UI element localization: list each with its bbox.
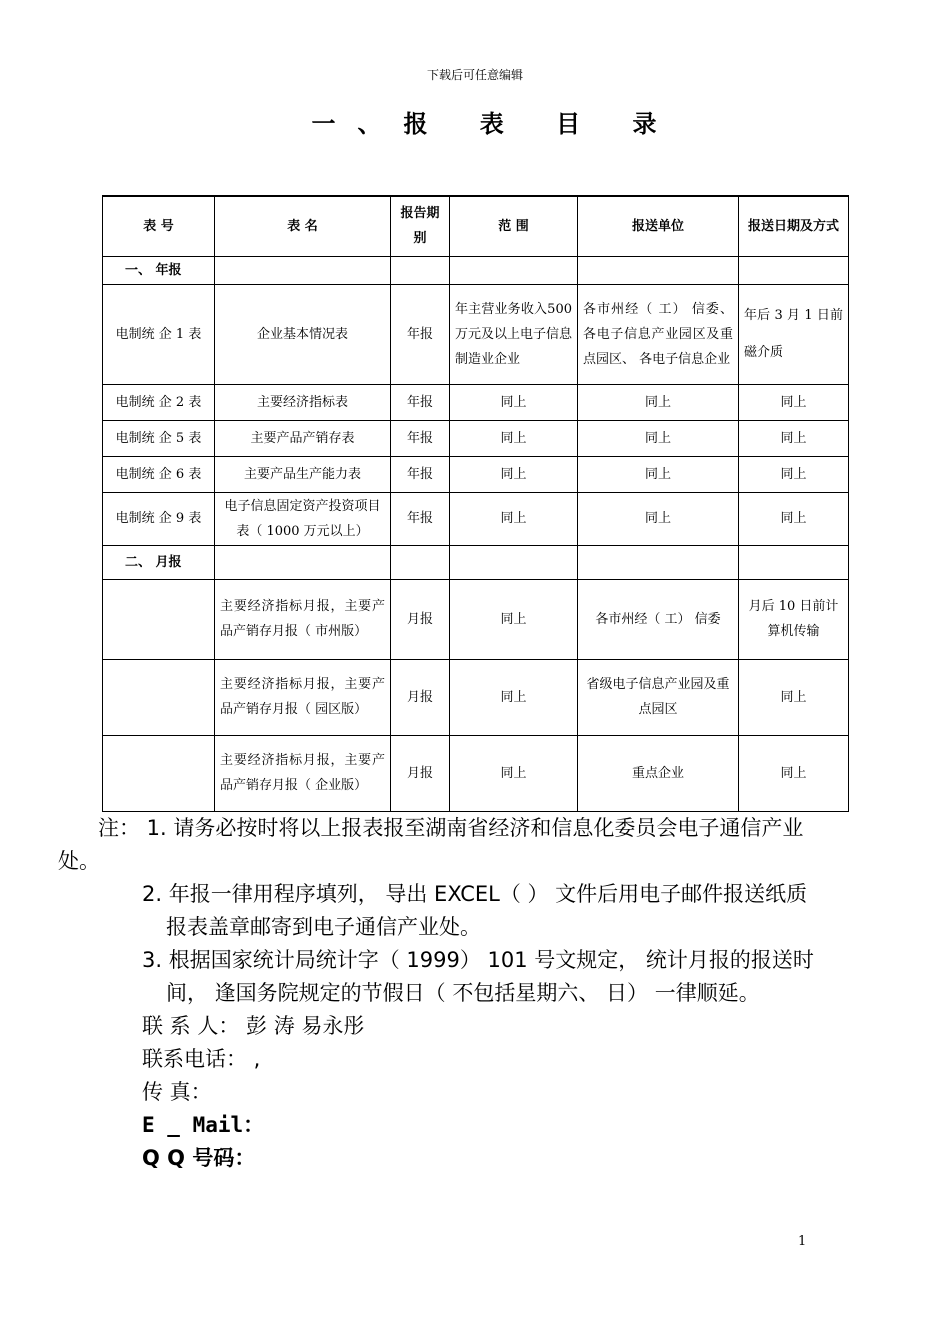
cell-no <box>103 579 215 659</box>
cell-no: 电制统 企 1 表 <box>103 284 215 384</box>
section-row-annual <box>103 256 849 284</box>
note-3: 3. 根据国家统计局统计字（ 1999） 101 号文规定， 统计月报的报送时间， 逢国务院规定的节假日（ 不包括星期六、 日） 一律顺延。 <box>142 948 814 1005</box>
cell-scope: 同上 <box>450 420 578 456</box>
cell-period: 年报 <box>391 492 450 545</box>
cell-period: 年报 <box>391 284 450 384</box>
table-row <box>103 492 849 545</box>
table-row <box>103 384 849 420</box>
cell-no: 电制统 企 2 表 <box>103 384 215 420</box>
cell-name: 主要经济指标月报，主要产品产销存月报（ 园区版） <box>215 659 391 735</box>
cell-date: 同上 <box>739 420 849 456</box>
table-row <box>103 420 849 456</box>
cell-name: 电子信息固定资产投资项目表（ 1000 万元以上） <box>215 492 391 545</box>
header-period: 报告期别 <box>391 196 450 256</box>
cell-period: 年报 <box>391 456 450 492</box>
table-row <box>103 579 849 659</box>
contact-phone: 联系电话： , <box>142 1047 261 1071</box>
section-label-monthly: 二、 月报 <box>103 545 215 579</box>
cell-period: 年报 <box>391 384 450 420</box>
cell-no: 电制统 企 9 表 <box>103 492 215 545</box>
cell-date: 同上 <box>739 492 849 545</box>
note-1: 注： 1. 请务必按时将以上报表报至湖南省经济和信息化委员会电子通信产业处。 <box>58 816 804 873</box>
cell-scope: 同上 <box>450 735 578 811</box>
header-note: 下载后可任意编辑 <box>426 68 523 82</box>
table-row <box>103 456 849 492</box>
cell-unit: 重点企业 <box>578 735 739 811</box>
cell-no <box>103 659 215 735</box>
page-title: 一、报 表 目 录 <box>311 110 679 138</box>
section-label-annual: 一、 年报 <box>103 256 215 284</box>
cell-unit: 同上 <box>578 456 739 492</box>
cell-name: 企业基本情况表 <box>215 284 391 384</box>
table-row <box>103 284 849 384</box>
contact-fax: 传 真： <box>142 1080 212 1104</box>
cell-scope: 同上 <box>450 659 578 735</box>
cell-unit: 同上 <box>578 492 739 545</box>
cell-name: 主要经济指标表 <box>215 384 391 420</box>
header-no: 表 号 <box>103 196 215 256</box>
header-unit: 报送单位 <box>578 196 739 256</box>
cell-unit: 各市州经（ 工） 信委、 各电子信息产业园区及重点园区、 各电子信息企业 <box>578 284 739 384</box>
contact-email: E _ Mail： <box>142 1113 265 1137</box>
table-row <box>103 735 849 811</box>
contact-person: 联 系 人： 彭 涛 易永彤 <box>142 1014 365 1038</box>
table-row <box>103 659 849 735</box>
header-date: 报送日期及方式 <box>739 196 849 256</box>
cell-scope: 同上 <box>450 579 578 659</box>
cell-period: 月报 <box>391 735 450 811</box>
cell-date: 同上 <box>739 735 849 811</box>
cell-scope: 同上 <box>450 492 578 545</box>
cell-unit: 各市州经（ 工） 信委 <box>578 579 739 659</box>
cell-unit: 同上 <box>578 384 739 420</box>
cell-unit: 同上 <box>578 420 739 456</box>
note-2: 2. 年报一律用程序填列， 导出 EXCEL（ ） 文件后用电子邮件报送纸质报表盖章邮寄到电子通信产业处。 <box>142 882 808 939</box>
cell-scope: 同上 <box>450 384 578 420</box>
cell-scope: 年主营业务收入500万元及以上电子信息制造业企业 <box>450 284 578 384</box>
cell-date: 年后 3 月 1 日前磁介质 <box>739 284 849 384</box>
section-row-monthly <box>103 545 849 579</box>
cell-unit: 省级电子信息产业园及重点园区 <box>578 659 739 735</box>
cell-scope: 同上 <box>450 456 578 492</box>
cell-name: 主要经济指标月报，主要产品产销存月报（ 企业版） <box>215 735 391 811</box>
contact-qq: Q Q 号码： <box>142 1146 256 1170</box>
cell-name: 主要产品生产能力表 <box>215 456 391 492</box>
cell-no: 电制统 企 5 表 <box>103 420 215 456</box>
cell-period: 年报 <box>391 420 450 456</box>
notes-section <box>58 812 818 1175</box>
cell-name: 主要产品产销存表 <box>215 420 391 456</box>
cell-period: 月报 <box>391 579 450 659</box>
cell-date: 同上 <box>739 659 849 735</box>
cell-date: 同上 <box>739 384 849 420</box>
cell-date: 同上 <box>739 456 849 492</box>
header-scope: 范 围 <box>450 196 578 256</box>
cell-name: 主要经济指标月报，主要产品产销存月报（ 市州版） <box>215 579 391 659</box>
cell-period: 月报 <box>391 659 450 735</box>
cell-no <box>103 735 215 811</box>
report-catalog-table <box>102 195 849 812</box>
cell-no: 电制统 企 6 表 <box>103 456 215 492</box>
table-header-row <box>103 196 849 256</box>
cell-date: 月后 10 日前计算机传输 <box>739 579 849 659</box>
header-name: 表 名 <box>215 196 391 256</box>
page-number: 1 <box>798 1234 807 1249</box>
